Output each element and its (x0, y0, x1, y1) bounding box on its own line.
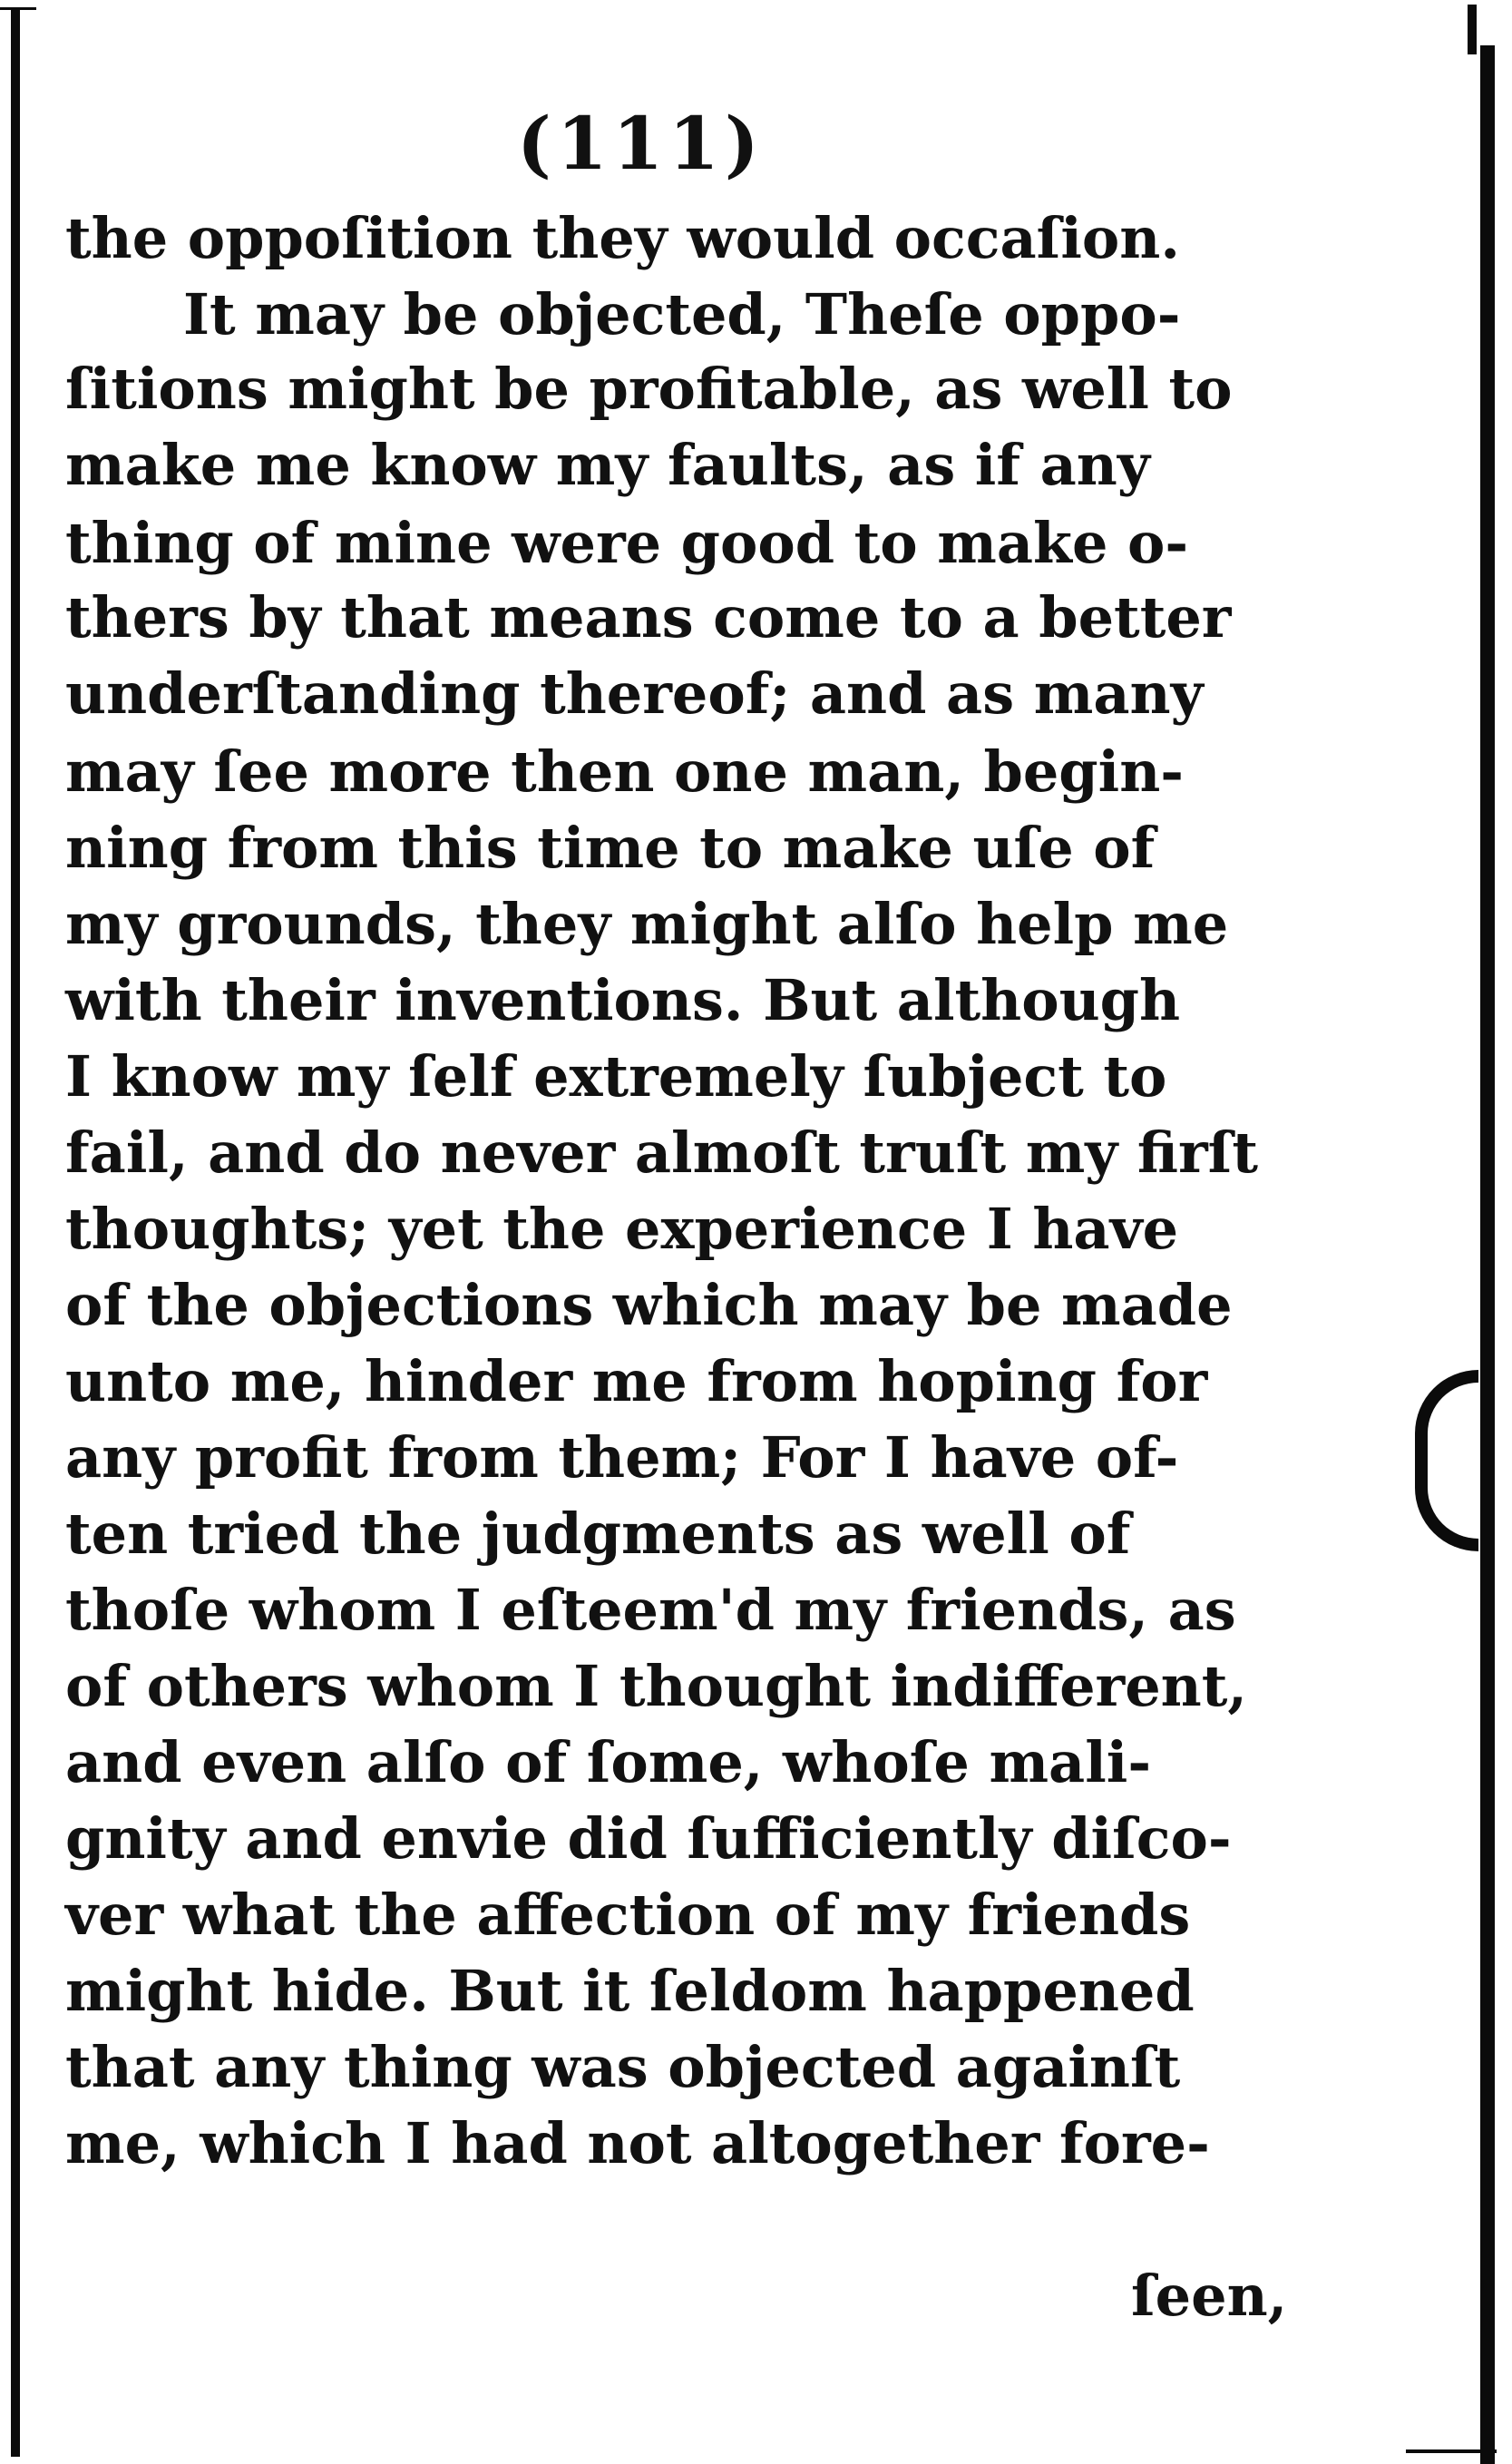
text-line: of the objections which may be made (65, 1272, 1233, 1338)
binding-clip-mark (1415, 1370, 1478, 1551)
page-number: (111) (517, 101, 765, 186)
text-line: ning from this time to make uſe of (65, 815, 1156, 881)
right-page-border-top (1468, 5, 1477, 54)
text-line: and even alſo of ſome, whoſe mali- (65, 1729, 1152, 1795)
text-line: my grounds, they might alſo help me (65, 891, 1229, 957)
text-line: thoſe whom I eſteem'd my friends, as (65, 1577, 1236, 1643)
right-page-border (1480, 45, 1495, 2464)
text-line: might hide. But it ſeldom happened (65, 1958, 1195, 2024)
left-page-border (11, 7, 20, 2457)
text-line: make me know my faults, as if any (65, 432, 1150, 498)
text-line: It may be objected, Theſe oppo- (183, 281, 1181, 347)
bottom-edge-mark (1406, 2449, 1497, 2453)
text-line: unto me, hinder me from hoping for (65, 1348, 1208, 1414)
text-line: of others whom I thought indifferent, (65, 1653, 1247, 1719)
text-line: fail, and do never almoſt truſt my firſt (65, 1120, 1258, 1186)
text-line: ſitions might be profitable, as well to (65, 356, 1233, 422)
text-line: ten tried the judgments as well of (65, 1501, 1131, 1567)
text-line: gnity and envie did ſufficiently diſco- (65, 1805, 1232, 1872)
text-line: me, which I had not altogether fore- (65, 2110, 1210, 2176)
text-line: that any thing was objected againſt (65, 2034, 1181, 2100)
text-line: thers by that means come to a better (65, 584, 1232, 650)
text-line: thing of mine were good to make o- (65, 510, 1189, 576)
text-line: with their inventions. But although (65, 967, 1181, 1033)
text-line: any profit from them; For I have of- (65, 1424, 1179, 1491)
text-line: thoughts; yet the experience I have (65, 1196, 1179, 1262)
text-line: underſtanding thereof; and as many (65, 660, 1204, 727)
text-line: I know my ſelf extremely ſubject to (65, 1043, 1167, 1110)
text-line: ver what the affection of my friends (65, 1882, 1191, 1948)
text-line: may ſee more then one man, begin- (65, 738, 1185, 805)
text-line: the oppoſition they would occaſion. (65, 205, 1180, 271)
catchword: ſeen, (1131, 2263, 1288, 2329)
